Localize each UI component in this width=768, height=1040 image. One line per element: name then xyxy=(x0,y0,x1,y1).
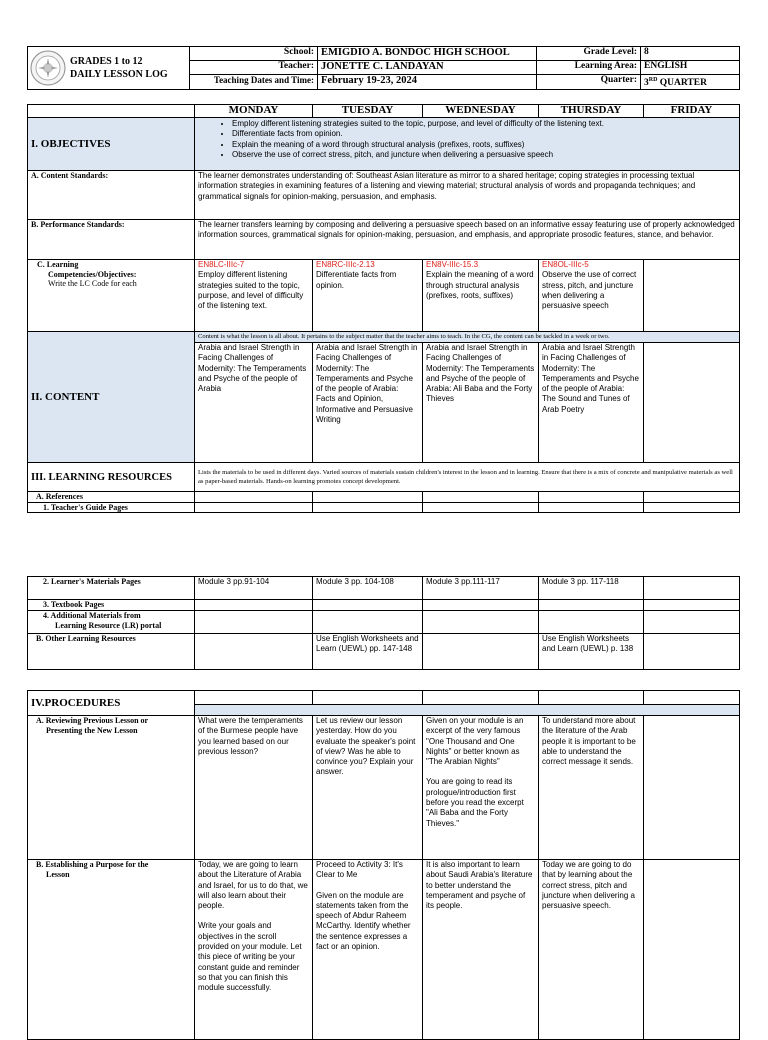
objective-item: • Observe the use of correct stress, pitch, and juncture when delivering a persuasive speech xyxy=(232,150,736,160)
objective-item: • Differentiate facts from opinion. xyxy=(232,129,736,139)
content-heading: II. CONTENT xyxy=(28,332,195,463)
other-wednesday xyxy=(423,634,539,670)
teachers-guide-label: 1. Teacher's Guide Pages xyxy=(28,502,195,513)
competency-tuesday: EN8RC-IIIc-2.13 Differentiate facts from opinion. xyxy=(313,260,423,332)
content-standards-label: A. Content Standards: xyxy=(28,171,195,220)
content-monday: Arabia and Israel Strength in Facing Challenges of Modernity: The Temperaments and Psyche of the people of Arabia xyxy=(195,343,313,463)
resources-heading: III. LEARNING RESOURCES xyxy=(28,463,195,492)
textbook-label: 3. Textbook Pages xyxy=(28,600,195,611)
content-thursday: Arabia and Israel Strength in Facing Challenges of Modernity: The Temperaments and Psyche of the people of Arabia: The Sound and Tunes of Arab Poetry xyxy=(539,343,644,463)
procedure-a-label: A. Reviewing Previous Lesson or Presenting the New Lesson xyxy=(28,716,195,860)
title-line-1: GRADES 1 to 12 xyxy=(70,56,143,68)
grade-label: Grade Level: xyxy=(537,47,641,61)
quarter-label: Quarter: xyxy=(537,75,641,90)
competency-thursday: EN8OL-IIIc-5 Observe the use of correct stress, pitch, and juncture when delivering a persuasive speech xyxy=(539,260,644,332)
other-resources-label: B. Other Learning Resources xyxy=(28,634,195,670)
competency-monday: EN8LC-IIIc-7 Employ different listening strategies suited to the topic, purpose, and level of difficulty of the listening text. xyxy=(195,260,313,332)
dates-label: Teaching Dates and Time: xyxy=(190,75,318,90)
additional-materials-label: 4. Additional Materials from Learning Resource (LR) portal xyxy=(28,611,195,634)
content-tuesday: Arabia and Israel Strength in Facing Challenges of Modernity: The Temperaments and Psyche of the people of Arabia: Facts and Opinion, Informative and Persuasive Writing xyxy=(313,343,423,463)
lm-wednesday: Module 3 pp.111-117 xyxy=(423,577,539,600)
school-value: EMIGDIO A. BONDOC HIGH SCHOOL xyxy=(318,47,537,61)
content-standards-text: The learner demonstrates understanding of: Southeast Asian literature as mirror to a shared heritage; coping strategies in processing textual information strategies in examining features of a listening and viewing material; structural analysis of words and propaganda techniques; and grammatical signals for opinion-making, persuasion, and emphasis. xyxy=(195,171,740,220)
procedure-b-wednesday: It is also important to learn about Saudi Arabia's literature to better understand the temperament and psyche of its people. xyxy=(423,860,539,1040)
header-title-cell xyxy=(28,47,190,90)
procedure-b-thursday: Today we are going to do that by learning about the correct stress, pitch and juncture when delivering a persuasive speech. xyxy=(539,860,644,1040)
learners-materials-label: 2. Learner's Materials Pages xyxy=(28,577,195,600)
deped-seal-icon xyxy=(30,50,66,86)
lm-thursday: Module 3 pp. 117-118 xyxy=(539,577,644,600)
procedures-heading: IV.PROCEDURES xyxy=(28,691,195,716)
title-line-2: DAILY LESSON LOG xyxy=(70,69,168,81)
quarter-value: 3RD QUARTER xyxy=(641,75,740,90)
objectives-heading: I. OBJECTIVES xyxy=(28,118,195,171)
resources-note: Lists the materials to be used in different days. Varied sources of materials sustain children's interest in the lesson and in learning. Ensure that there is a mix of concrete and manipulative materials as well as paper-based materials. Hands-on learning promotes concept development. xyxy=(195,463,740,492)
procedure-b-tuesday: Proceed to Activity 3: It's Clear to Me Given on the module are statements taken from the speech of Abdur Raheem McCarthy. Identify whether the sentence expresses a fact or an opinion. xyxy=(313,860,423,1040)
teacher-value: JONETTE C. LANDAYAN xyxy=(318,61,537,75)
area-value: ENGLISH xyxy=(641,61,740,75)
day-wednesday: WEDNESDAY xyxy=(423,105,539,118)
day-thursday: THURSDAY xyxy=(539,105,644,118)
procedure-a-thursday: To understand more about the literature of the Arab people it is important to be able to understand the correct message it sends. xyxy=(539,716,644,860)
content-wednesday: Arabia and Israel Strength in Facing Challenges of Modernity: The Temperaments and Psyche of the people of Arabia: Ali Baba and the Forty Thieves xyxy=(423,343,539,463)
objectives-list xyxy=(198,119,736,160)
performance-standards-label: B. Performance Standards: xyxy=(28,220,195,260)
procedures-table xyxy=(27,690,740,1040)
other-thursday: Use English Worksheets and Learn (UEWL) p. 138 xyxy=(539,634,644,670)
procedure-a-wednesday: Given on your module is an excerpt of the very famous "One Thousand and One Nights" or better known as "The Arabian Nights" You are going to read its prologue/introduction first before you read the excerpt "Ali Baba and the Forty Thieves." xyxy=(423,716,539,860)
objectives-list-cell xyxy=(195,118,740,171)
procedure-b-label: B. Establishing a Purpose for the Lesson xyxy=(28,860,195,1040)
lm-monday: Module 3 pp.91-104 xyxy=(195,577,313,600)
grade-value: 8 xyxy=(641,47,740,61)
day-friday: FRIDAY xyxy=(644,105,740,118)
procedure-a-tuesday: Let us review our lesson yesterday. How do you evaluate the speaker's point of view? Was he able to convince you? Explain your answer. xyxy=(313,716,423,860)
school-label: School: xyxy=(190,47,318,61)
references-label: A. References xyxy=(28,492,195,503)
lesson-table-part2 xyxy=(27,576,740,670)
area-label: Learning Area: xyxy=(537,61,641,75)
procedure-b-monday: Today, we are going to learn about the Literature of Arabia and Israel, for us to do that, we will also learn about their people. Write your goals and objectives in the scroll provided on your module. Let this piece of writing be your constant guide and reminder so that you can finish this module successfully. xyxy=(195,860,313,1040)
performance-standards-text: The learner transfers learning by composing and delivering a persuasive speech based on an informative essay featuring use of properly acknowledged information sources, grammatical signals for opinion-making, persuasion, and emphasis, and appropriate prosodic features, stance, and behavior. xyxy=(195,220,740,260)
procedure-a-monday: What were the temperaments of the Burmese people have you learned based on our previous lesson? xyxy=(195,716,313,860)
teacher-label: Teacher: xyxy=(190,61,318,75)
competencies-label: C. Learning Competencies/Objectives: Write the LC Code for each xyxy=(28,260,195,332)
lesson-table-part1 xyxy=(27,104,740,513)
other-tuesday: Use English Worksheets and Learn (UEWL) pp. 147-148 xyxy=(313,634,423,670)
day-tuesday: TUESDAY xyxy=(313,105,423,118)
competency-wednesday: EN8V-IIIc-15.3 Explain the meaning of a word through structural analysis (prefixes, roots, suffixes) xyxy=(423,260,539,332)
lm-tuesday: Module 3 pp. 104-108 xyxy=(313,577,423,600)
dates-value: February 19-23, 2024 xyxy=(318,75,537,90)
objective-item: • Employ different listening strategies suited to the topic, purpose, and level of difficulty of the listening text. xyxy=(232,119,736,129)
day-monday: MONDAY xyxy=(195,105,313,118)
content-note: Content is what the lesson is all about. It pertains to the subject matter that the teacher aims to teach. In the CG, the content can be tackled in a week or two. xyxy=(195,332,740,343)
header-table xyxy=(27,46,740,90)
objective-item: • Explain the meaning of a word through structural analysis (prefixes, roots, suffixes) xyxy=(232,140,736,150)
other-monday xyxy=(195,634,313,670)
